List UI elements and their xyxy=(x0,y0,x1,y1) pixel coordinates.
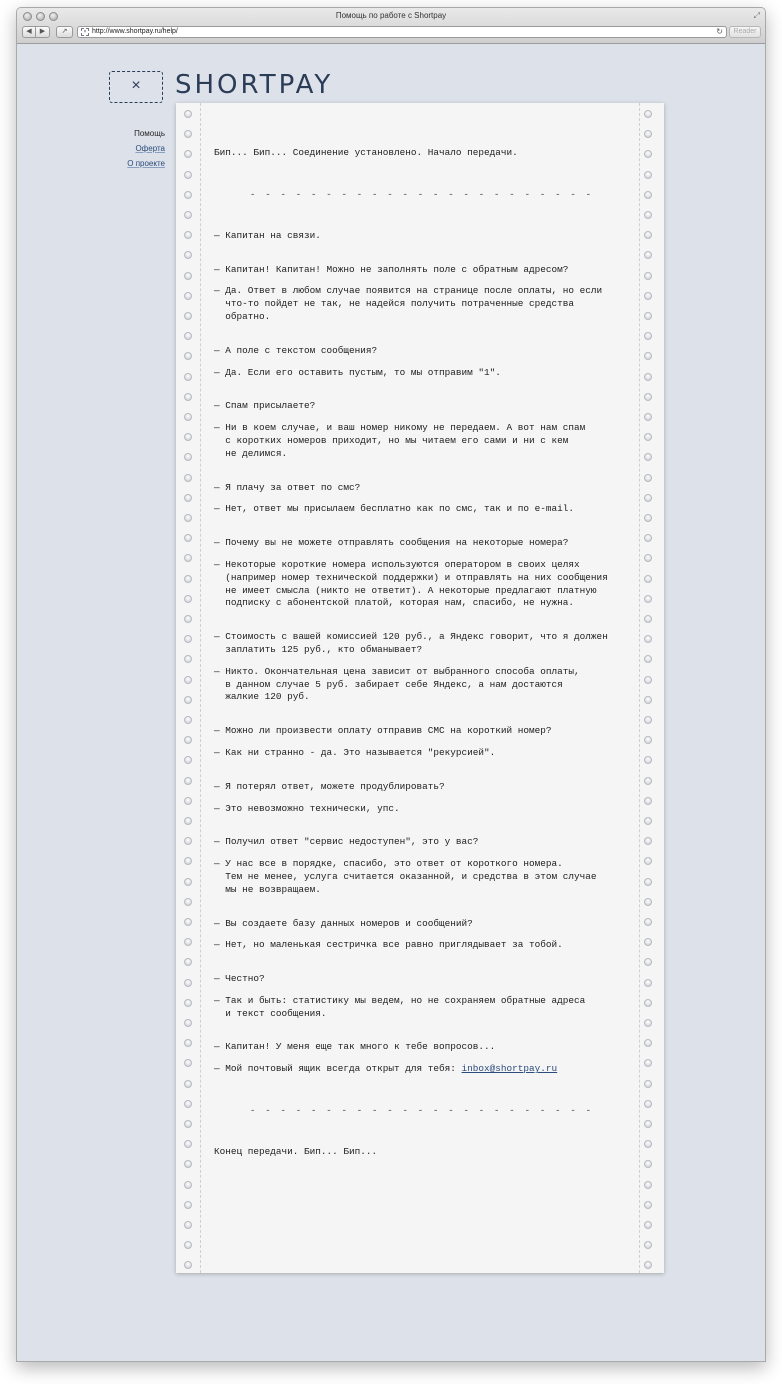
sprocket-hole xyxy=(644,1261,652,1269)
sprocket-hole xyxy=(644,312,652,320)
sprocket-hole xyxy=(184,938,192,946)
share-icon: ↗ xyxy=(61,28,68,35)
sprocket-hole xyxy=(644,1059,652,1067)
sprocket-hole xyxy=(184,312,192,320)
sprocket-hole xyxy=(184,211,192,219)
sprocket-hole xyxy=(644,1039,652,1047)
sprocket-hole xyxy=(184,1241,192,1249)
faq-answer: жалкие 120 руб. xyxy=(214,691,310,703)
intro-line: Бип... Бип... Соединение установлено. Начало передачи. xyxy=(214,147,518,158)
back-arrow-icon: ◀ xyxy=(26,28,32,35)
faq-item xyxy=(214,631,629,725)
title-bar xyxy=(17,8,765,44)
sprocket-hole xyxy=(184,958,192,966)
sprocket-hole xyxy=(184,191,192,199)
sprocket-hole xyxy=(644,615,652,623)
sprocket-hole xyxy=(644,837,652,845)
sprocket-hole xyxy=(644,676,652,684)
forward-arrow-icon: ▶ xyxy=(39,28,46,35)
back-button[interactable] xyxy=(22,26,36,38)
sprocket-hole xyxy=(644,756,652,764)
sprocket-hole xyxy=(644,938,652,946)
sprocket-hole xyxy=(644,696,652,704)
sprocket-hole xyxy=(644,453,652,461)
sprocket-hole xyxy=(644,898,652,906)
share-button[interactable] xyxy=(56,26,73,38)
sprocket-hole xyxy=(184,1160,192,1168)
sprocket-hole xyxy=(644,1221,652,1229)
sprocket-hole xyxy=(644,716,652,724)
sprocket-hole xyxy=(644,413,652,421)
faq-item xyxy=(214,264,629,345)
sprocket-hole xyxy=(184,130,192,138)
nav-item-about[interactable]: О проекте xyxy=(127,159,165,168)
sprocket-hole xyxy=(644,878,652,886)
sprocket-hole xyxy=(644,433,652,441)
sprocket-hole xyxy=(644,332,652,340)
faq-item xyxy=(214,918,629,974)
sprocket-hole xyxy=(184,655,192,663)
sprocket-hole xyxy=(184,1201,192,1209)
sprocket-hole xyxy=(644,393,652,401)
sprocket-hole xyxy=(644,999,652,1007)
sprocket-hole xyxy=(644,979,652,987)
sprocket-hole xyxy=(184,575,192,583)
separator-bottom: - - - - - - - - - - - - - - - - - - - - - - - xyxy=(249,1105,594,1117)
faq-answer: Тем не менее, услуга считается оказанной, и средства в этом случае xyxy=(214,870,597,882)
faq-item xyxy=(214,781,629,837)
separator-top: - - - - - - - - - - - - - - - - - - - - - - - xyxy=(249,188,594,200)
faq-item xyxy=(214,973,629,1041)
sprocket-hole xyxy=(644,150,652,158)
forward-button[interactable] xyxy=(36,26,50,38)
faq-answer: не делимся. xyxy=(214,447,288,459)
sprocket-hole xyxy=(184,292,192,300)
sprocket-hole xyxy=(644,1201,652,1209)
sprocket-holes-right xyxy=(644,103,656,1273)
sprocket-hole xyxy=(184,1261,192,1269)
outro-line: Конец передачи. Бип... Бип... xyxy=(214,1146,378,1158)
transmission-text xyxy=(214,147,629,1159)
sprocket-hole xyxy=(644,958,652,966)
faq-question: заплатить 125 руб., кто обманывает? xyxy=(214,643,423,655)
faq-item xyxy=(214,482,629,538)
sprocket-hole xyxy=(644,534,652,542)
sprocket-hole xyxy=(184,1221,192,1229)
sprocket-hole xyxy=(184,736,192,744)
sprocket-hole xyxy=(184,615,192,623)
reader-button[interactable]: Reader xyxy=(729,26,761,38)
sprocket-hole xyxy=(644,110,652,118)
faq-item xyxy=(214,725,629,781)
faq-answer: (например номер технической поддержки) и отправлять на них сообщения xyxy=(214,571,608,583)
faq-answer: с коротких номеров приходит, но мы читаем его сами и ни с кем xyxy=(214,434,569,446)
sprocket-hole xyxy=(184,231,192,239)
faq-item xyxy=(214,537,629,631)
faq-question: — Спам присылаете? xyxy=(214,400,316,412)
faq-item xyxy=(214,400,629,481)
perforation-left xyxy=(200,103,201,1273)
faq-answer: — Да. Если его оставить пустым, то мы отправим "1". xyxy=(214,366,501,378)
sprocket-hole xyxy=(644,373,652,381)
url-text[interactable]: http://www.shortpay.ru/help/ xyxy=(92,28,178,35)
sprocket-hole xyxy=(184,878,192,886)
faq-answer: — Ни в коем случае, и ваш номер никому не передаем. А вот нам спам xyxy=(214,422,586,434)
sprocket-hole xyxy=(184,251,192,259)
fullscreen-icon[interactable]: ⤢ xyxy=(753,11,760,20)
sprocket-hole xyxy=(184,1039,192,1047)
sprocket-hole xyxy=(644,191,652,199)
sprocket-hole xyxy=(644,1080,652,1088)
sprocket-hole xyxy=(644,514,652,522)
captain-line: — Капитан на связи. xyxy=(214,229,321,241)
sprocket-hole xyxy=(644,777,652,785)
brand-name[interactable]: SHORTPAY xyxy=(175,70,334,100)
sprocket-hole xyxy=(184,494,192,502)
faq-answer: — Нет, но маленькая сестричка все равно приглядывает за тобой. xyxy=(214,939,563,951)
sprocket-hole xyxy=(644,231,652,239)
sprocket-hole xyxy=(184,696,192,704)
sprocket-hole xyxy=(184,272,192,280)
sprocket-hole xyxy=(184,150,192,158)
sprocket-hole xyxy=(644,130,652,138)
sprocket-hole xyxy=(184,1100,192,1108)
last-question: — Капитан! У меня еще так много к тебе вопросов... xyxy=(214,1041,496,1053)
sprocket-hole xyxy=(644,797,652,805)
faq-answer: — Никто. Окончательная цена зависит от выбранного способа оплаты, xyxy=(214,665,580,677)
faq-question: — Получил ответ "сервис недоступен", это у вас? xyxy=(214,836,479,848)
sprocket-hole xyxy=(644,211,652,219)
sprocket-hole xyxy=(184,373,192,381)
faq-list xyxy=(214,264,629,1042)
sprocket-hole xyxy=(184,1120,192,1128)
sprocket-hole xyxy=(644,251,652,259)
faq-question: — Можно ли произвести оплату отправив СМС на короткий номер? xyxy=(214,725,552,737)
faq-question: — Вы создаете базу данных номеров и сообщений? xyxy=(214,917,473,929)
sprocket-hole xyxy=(644,575,652,583)
sprocket-hole xyxy=(644,1241,652,1249)
faq-answer: не имеет смысла (никто не ответит). А некоторые предлагают платную xyxy=(214,584,597,596)
sprocket-hole xyxy=(184,777,192,785)
faq-question: — Я потерял ответ, можете продублировать? xyxy=(214,780,445,792)
faq-answer: что-то пойдет не так, не надейся получить потраченные средства xyxy=(214,298,575,310)
sprocket-hole xyxy=(184,979,192,987)
faq-item xyxy=(214,345,629,401)
sprocket-hole xyxy=(184,1080,192,1088)
sprocket-hole xyxy=(644,494,652,502)
sprocket-hole xyxy=(184,534,192,542)
perforation-right xyxy=(639,103,640,1273)
sprocket-hole xyxy=(644,1120,652,1128)
faq-answer: в данном случае 5 руб. забирает себе Яндекс, а нам достаются xyxy=(214,678,563,690)
sprocket-hole xyxy=(184,171,192,179)
faq-answer: мы не возвращаем. xyxy=(214,883,321,895)
faq-answer: — Да. Ответ в любом случае появится на странице после оплаты, но если xyxy=(214,285,603,297)
sprocket-hole xyxy=(184,676,192,684)
faq-answer: и текст сообщения. xyxy=(214,1007,327,1019)
sprocket-hole xyxy=(184,352,192,360)
sprocket-hole xyxy=(184,817,192,825)
sprocket-hole xyxy=(184,756,192,764)
sprocket-hole xyxy=(184,635,192,643)
faq-answer: — Так и быть: статистику мы ведем, но не сохраняем обратные адреса xyxy=(214,994,586,1006)
faq-question: — Стоимость с вашей комиссией 120 руб., а Яндекс говорит, что я должен xyxy=(214,631,608,643)
sprocket-hole xyxy=(644,292,652,300)
sprocket-hole xyxy=(644,1140,652,1148)
last-answer xyxy=(214,1063,629,1076)
nav-item-help: Помощь xyxy=(134,129,165,138)
sprocket-hole xyxy=(184,716,192,724)
nav-item-offer[interactable]: Оферта xyxy=(135,144,165,153)
printout-paper xyxy=(176,103,664,1273)
faq-question: — Капитан! Капитан! Можно не заполнять поле с обратным адресом? xyxy=(214,263,569,275)
side-navigation xyxy=(77,127,165,172)
sprocket-hole xyxy=(184,1059,192,1067)
window-title: Помощь по работе с Shortpay xyxy=(335,11,447,20)
sprocket-hole xyxy=(184,514,192,522)
sprocket-hole xyxy=(644,352,652,360)
logo-mark[interactable] xyxy=(109,71,163,103)
sprocket-hole xyxy=(184,474,192,482)
sprocket-hole xyxy=(184,918,192,926)
reload-icon[interactable]: ↻ xyxy=(716,27,723,36)
browser-window xyxy=(16,7,766,1362)
sprocket-hole xyxy=(184,413,192,421)
sprocket-hole xyxy=(184,797,192,805)
sprocket-hole xyxy=(644,171,652,179)
sprocket-hole xyxy=(644,1019,652,1027)
sprocket-hole xyxy=(184,898,192,906)
sprocket-holes-left xyxy=(184,103,196,1273)
sprocket-hole xyxy=(184,110,192,118)
sprocket-hole xyxy=(644,272,652,280)
faq-answer: — Это невозможно технически, упс. xyxy=(214,802,400,814)
sprocket-hole xyxy=(644,655,652,663)
faq-answer: обратно. xyxy=(214,310,271,322)
sprocket-hole xyxy=(644,736,652,744)
sprocket-hole xyxy=(184,999,192,1007)
sprocket-hole xyxy=(184,332,192,340)
last-answer-text: — Мой почтовый ящик всегда открыт для тебя: xyxy=(214,1063,462,1075)
logo-x-icon: × xyxy=(131,77,141,94)
address-bar[interactable] xyxy=(77,26,727,38)
faq-question: — Я плачу за ответ по смс? xyxy=(214,481,361,493)
faq-answer: — Некоторые короткие номера используются оператором в своих целях xyxy=(214,558,580,570)
sprocket-hole xyxy=(184,857,192,865)
sprocket-hole xyxy=(644,1160,652,1168)
faq-question: — А поле с текстом сообщения? xyxy=(214,344,378,356)
email-link[interactable]: inbox@shortpay.ru xyxy=(461,1063,558,1075)
sprocket-hole xyxy=(644,635,652,643)
sprocket-hole xyxy=(184,393,192,401)
sprocket-hole xyxy=(644,817,652,825)
sprocket-hole xyxy=(184,1140,192,1148)
faq-item xyxy=(214,836,629,917)
sprocket-hole xyxy=(184,554,192,562)
sprocket-hole xyxy=(184,1019,192,1027)
faq-question: — Честно? xyxy=(214,973,265,985)
faq-answer: — Нет, ответ мы присылаем бесплатно как по смс, так и по e-mail. xyxy=(214,503,575,515)
sprocket-hole xyxy=(184,595,192,603)
sprocket-hole xyxy=(644,554,652,562)
faq-answer: подписку с абонентской платой, которая нам, спасибо, не нужна. xyxy=(214,597,575,609)
sprocket-hole xyxy=(644,595,652,603)
sprocket-hole xyxy=(184,433,192,441)
faq-answer: — Как ни странно - да. Это называется "рекурсией". xyxy=(214,746,496,758)
faq-answer: — У нас все в порядке, спасибо, это ответ от короткого номера. xyxy=(214,858,563,870)
sprocket-hole xyxy=(644,1181,652,1189)
sprocket-hole xyxy=(184,453,192,461)
faq-question: — Почему вы не можете отправлять сообщения на некоторые номера? xyxy=(214,537,569,549)
sprocket-hole xyxy=(644,918,652,926)
sprocket-hole xyxy=(644,474,652,482)
sprocket-hole xyxy=(184,1181,192,1189)
favicon-icon: × xyxy=(81,28,89,36)
sprocket-hole xyxy=(644,1100,652,1108)
sprocket-hole xyxy=(184,837,192,845)
sprocket-hole xyxy=(644,857,652,865)
